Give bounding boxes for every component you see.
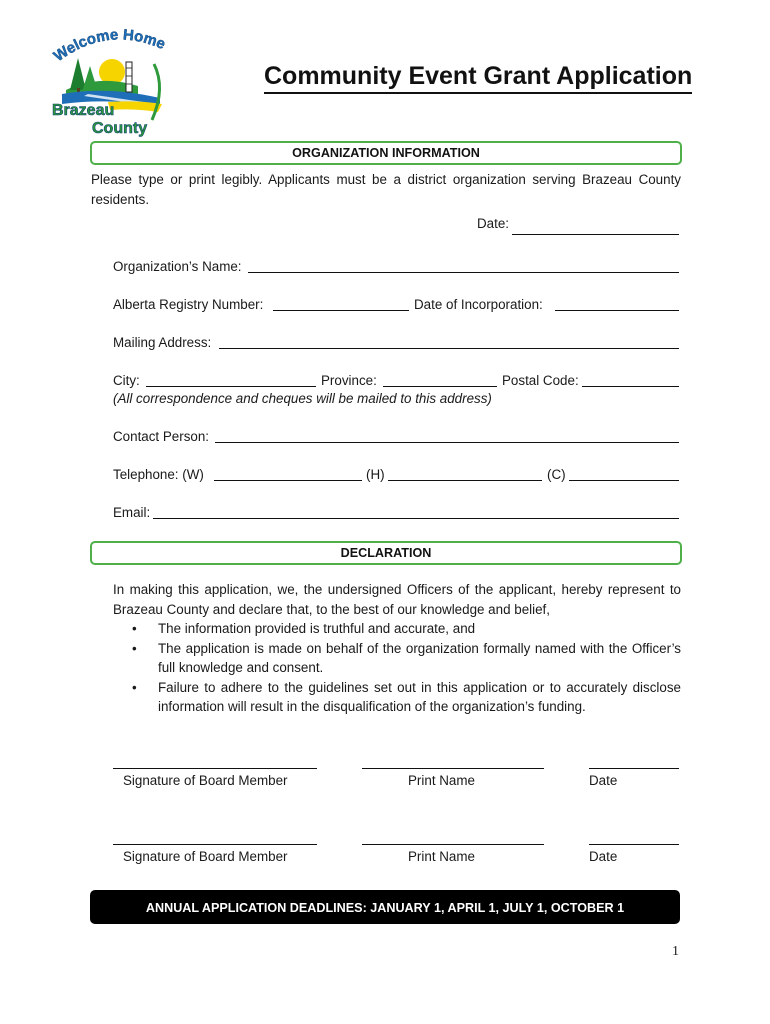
organization-information-heading: ORGANIZATION INFORMATION [90,141,682,165]
province-label: Province: [321,373,377,388]
page-number: 1 [672,944,679,959]
organization-name-field[interactable] [248,272,679,273]
telephone-home-field[interactable] [388,480,542,481]
declaration-heading: DECLARATION [90,541,682,565]
print-name-line-2[interactable] [362,844,544,845]
telephone-cell-label: (C) [547,467,566,482]
bullet-icon: • [132,621,137,636]
declaration-item-text: The information provided is truthful and accurate, and [158,621,476,636]
print-name-label-1: Print Name [408,773,475,788]
contact-person-field[interactable] [215,442,679,443]
postal-code-field[interactable] [582,386,679,387]
declaration-item [113,619,681,639]
date-label-1: Date [589,773,618,788]
registry-number-label: Alberta Registry Number: [113,297,264,312]
signature-label-1: Signature of Board Member [123,773,288,788]
date-field[interactable] [512,234,679,235]
declaration-list [113,619,681,717]
email-field[interactable] [153,518,679,519]
date-label-2: Date [589,849,618,864]
city-label: City: [113,373,140,388]
page-title: Community Event Grant Application [264,62,692,94]
email-label: Email: [113,505,151,520]
declaration-item-text: Failure to adhere to the guidelines set out in this application or to accurately disclose information will result in the disqualification of the organization’s funding. [158,679,681,714]
city-field[interactable] [146,386,316,387]
print-name-line-1[interactable] [362,768,544,769]
postal-code-label: Postal Code: [502,373,579,388]
signature-line-1[interactable] [113,768,317,769]
incorporation-date-field[interactable] [555,310,679,311]
print-name-label-2: Print Name [408,849,475,864]
logo-arc-text: Welcome Home [50,28,168,66]
telephone-work-label: Telephone: (W) [113,467,204,482]
logo-brazeau-text: Brazeau [52,102,115,119]
telephone-work-field[interactable] [214,480,362,481]
mailing-address-label: Mailing Address: [113,335,212,350]
telephone-home-label: (H) [366,467,385,482]
province-field[interactable] [383,386,497,387]
registry-number-field[interactable] [273,310,409,311]
telephone-cell-field[interactable] [569,480,679,481]
signature-label-2: Signature of Board Member [123,849,288,864]
date-line-1[interactable] [589,768,679,769]
logo-county-text: County [92,120,148,137]
contact-person-label: Contact Person: [113,429,210,444]
declaration-item [113,639,681,678]
date-line-2[interactable] [589,844,679,845]
signature-line-2[interactable] [113,844,317,845]
application-deadlines-banner: ANNUAL APPLICATION DEADLINES: JANUARY 1, APRIL 1, JULY 1, OCTOBER 1 [90,890,680,924]
instructions-text: Please type or print legibly. Applicants must be a district organization serving Brazeau County residents. [91,172,681,207]
bullet-icon: • [132,679,137,695]
organization-name-label: Organization’s Name: [113,259,242,274]
declaration-intro: In making this application, we, the undersigned Officers of the applicant, hereby represent to Brazeau County and declare that, to the best of our knowledge and belief, [113,582,681,617]
incorporation-date-label: Date of Incorporation: [414,297,543,312]
declaration-item-text: The application is made on behalf of the organization formally named with the Officer’s full knowledge and consent. [158,640,681,675]
date-label: Date: [477,216,510,231]
correspondence-note: (All correspondence and cheques will be mailed to this address) [113,391,492,406]
bullet-icon: • [132,640,137,656]
declaration-item [113,678,681,717]
mailing-address-field[interactable] [219,348,679,349]
brazeau-county-logo [48,28,170,140]
